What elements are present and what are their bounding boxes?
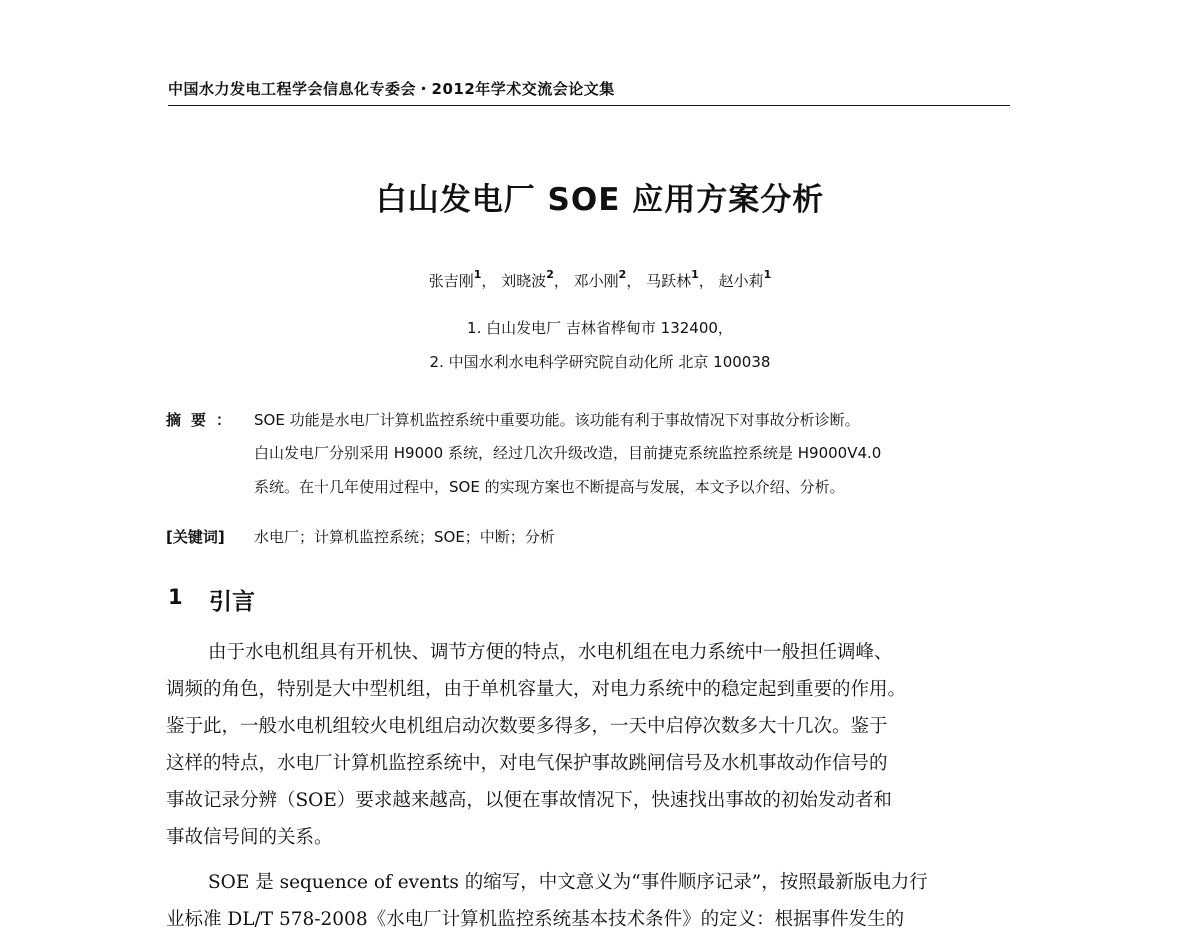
author-name: 赵小莉 xyxy=(718,272,764,290)
author-name: 张吉刚 xyxy=(428,272,474,290)
author-affiliation-mark: 1 xyxy=(473,268,482,281)
section-number: 1 xyxy=(168,585,183,609)
author-separator: ， xyxy=(698,272,714,290)
abstract-line: 系统。在十几年使用过程中，SOE 的实现方案也不断提高与发展，本文予以介绍、分析。 xyxy=(254,478,845,496)
abstract-line: 白山发电厂分别采用 H9000 系统，经过几次升级改造，目前捷克系统监控系统是 H9000V4.0 xyxy=(254,444,882,462)
paper-title: 白山发电厂 SOE 应用方案分析 xyxy=(375,182,825,218)
author-list xyxy=(0,270,1200,291)
author-name: 刘晓波 xyxy=(501,272,547,290)
author-affiliation-mark: 2 xyxy=(546,268,554,281)
keywords-text: 水电厂；计算机监控系统；SOE；中断；分析 xyxy=(254,528,555,546)
body-text-line: 调频的角色，特别是大中型机组，由于单机容量大，对电力系统中的稳定起到重要的作用。 xyxy=(166,679,907,700)
body-text-line: 事故信号间的关系。 xyxy=(166,827,333,848)
affiliation-2: 2. 中国水利水电科学研究院自动化所 北京 100038 xyxy=(429,353,771,371)
author-separator: ， xyxy=(626,272,642,290)
keywords-label: [关键词] xyxy=(166,528,225,546)
abstract-label: 摘要： xyxy=(166,411,242,429)
affiliation-1: 1. 白山发电厂 吉林省桦甸市 132400， xyxy=(467,319,733,337)
body-text-line: 业标准 DL/T 578-2008《水电厂计算机监控系统基本技术条件》的定义：根据事件发生的 xyxy=(166,909,905,930)
section-title: 引言 xyxy=(209,588,255,615)
body-text-line: 这样的特点，水电厂计算机监控系统中，对电气保护事故跳闸信号及水机事故动作信号的 xyxy=(166,753,888,774)
author-affiliation-mark: 1 xyxy=(691,268,699,281)
body-text-line: 事故记录分辨（SOE）要求越来越高，以便在事故情况下，快速找出事故的初始发动者和 xyxy=(166,790,892,811)
abstract-line: SOE 功能是水电厂计算机监控系统中重要功能。该功能有利于事故情况下对事故分析诊断。 xyxy=(254,411,860,429)
body-text-line: 由于水电机组具有开机快、调节方便的特点，水电机组在电力系统中一般担任调峰、 xyxy=(208,642,893,663)
author-separator: ， xyxy=(553,272,569,290)
body-text-line: SOE 是 sequence of events 的缩写，中文意义为“事件顺序记录”，按照最新版电力行 xyxy=(208,872,928,893)
author-name: 邓小刚 xyxy=(573,272,619,290)
running-header: 中国水力发电工程学会信息化专委会・2012年学术交流会论文集 xyxy=(168,78,1010,106)
author-affiliation-mark: 1 xyxy=(763,268,772,281)
body-text-line: 鉴于此，一般水电机组较火电机组启动次数要多得多，一天中启停次数多大十几次。鉴于 xyxy=(166,716,888,737)
author-affiliation-mark: 2 xyxy=(618,268,627,281)
author-name: 马跃林 xyxy=(646,272,692,290)
author-separator: ， xyxy=(481,272,497,290)
